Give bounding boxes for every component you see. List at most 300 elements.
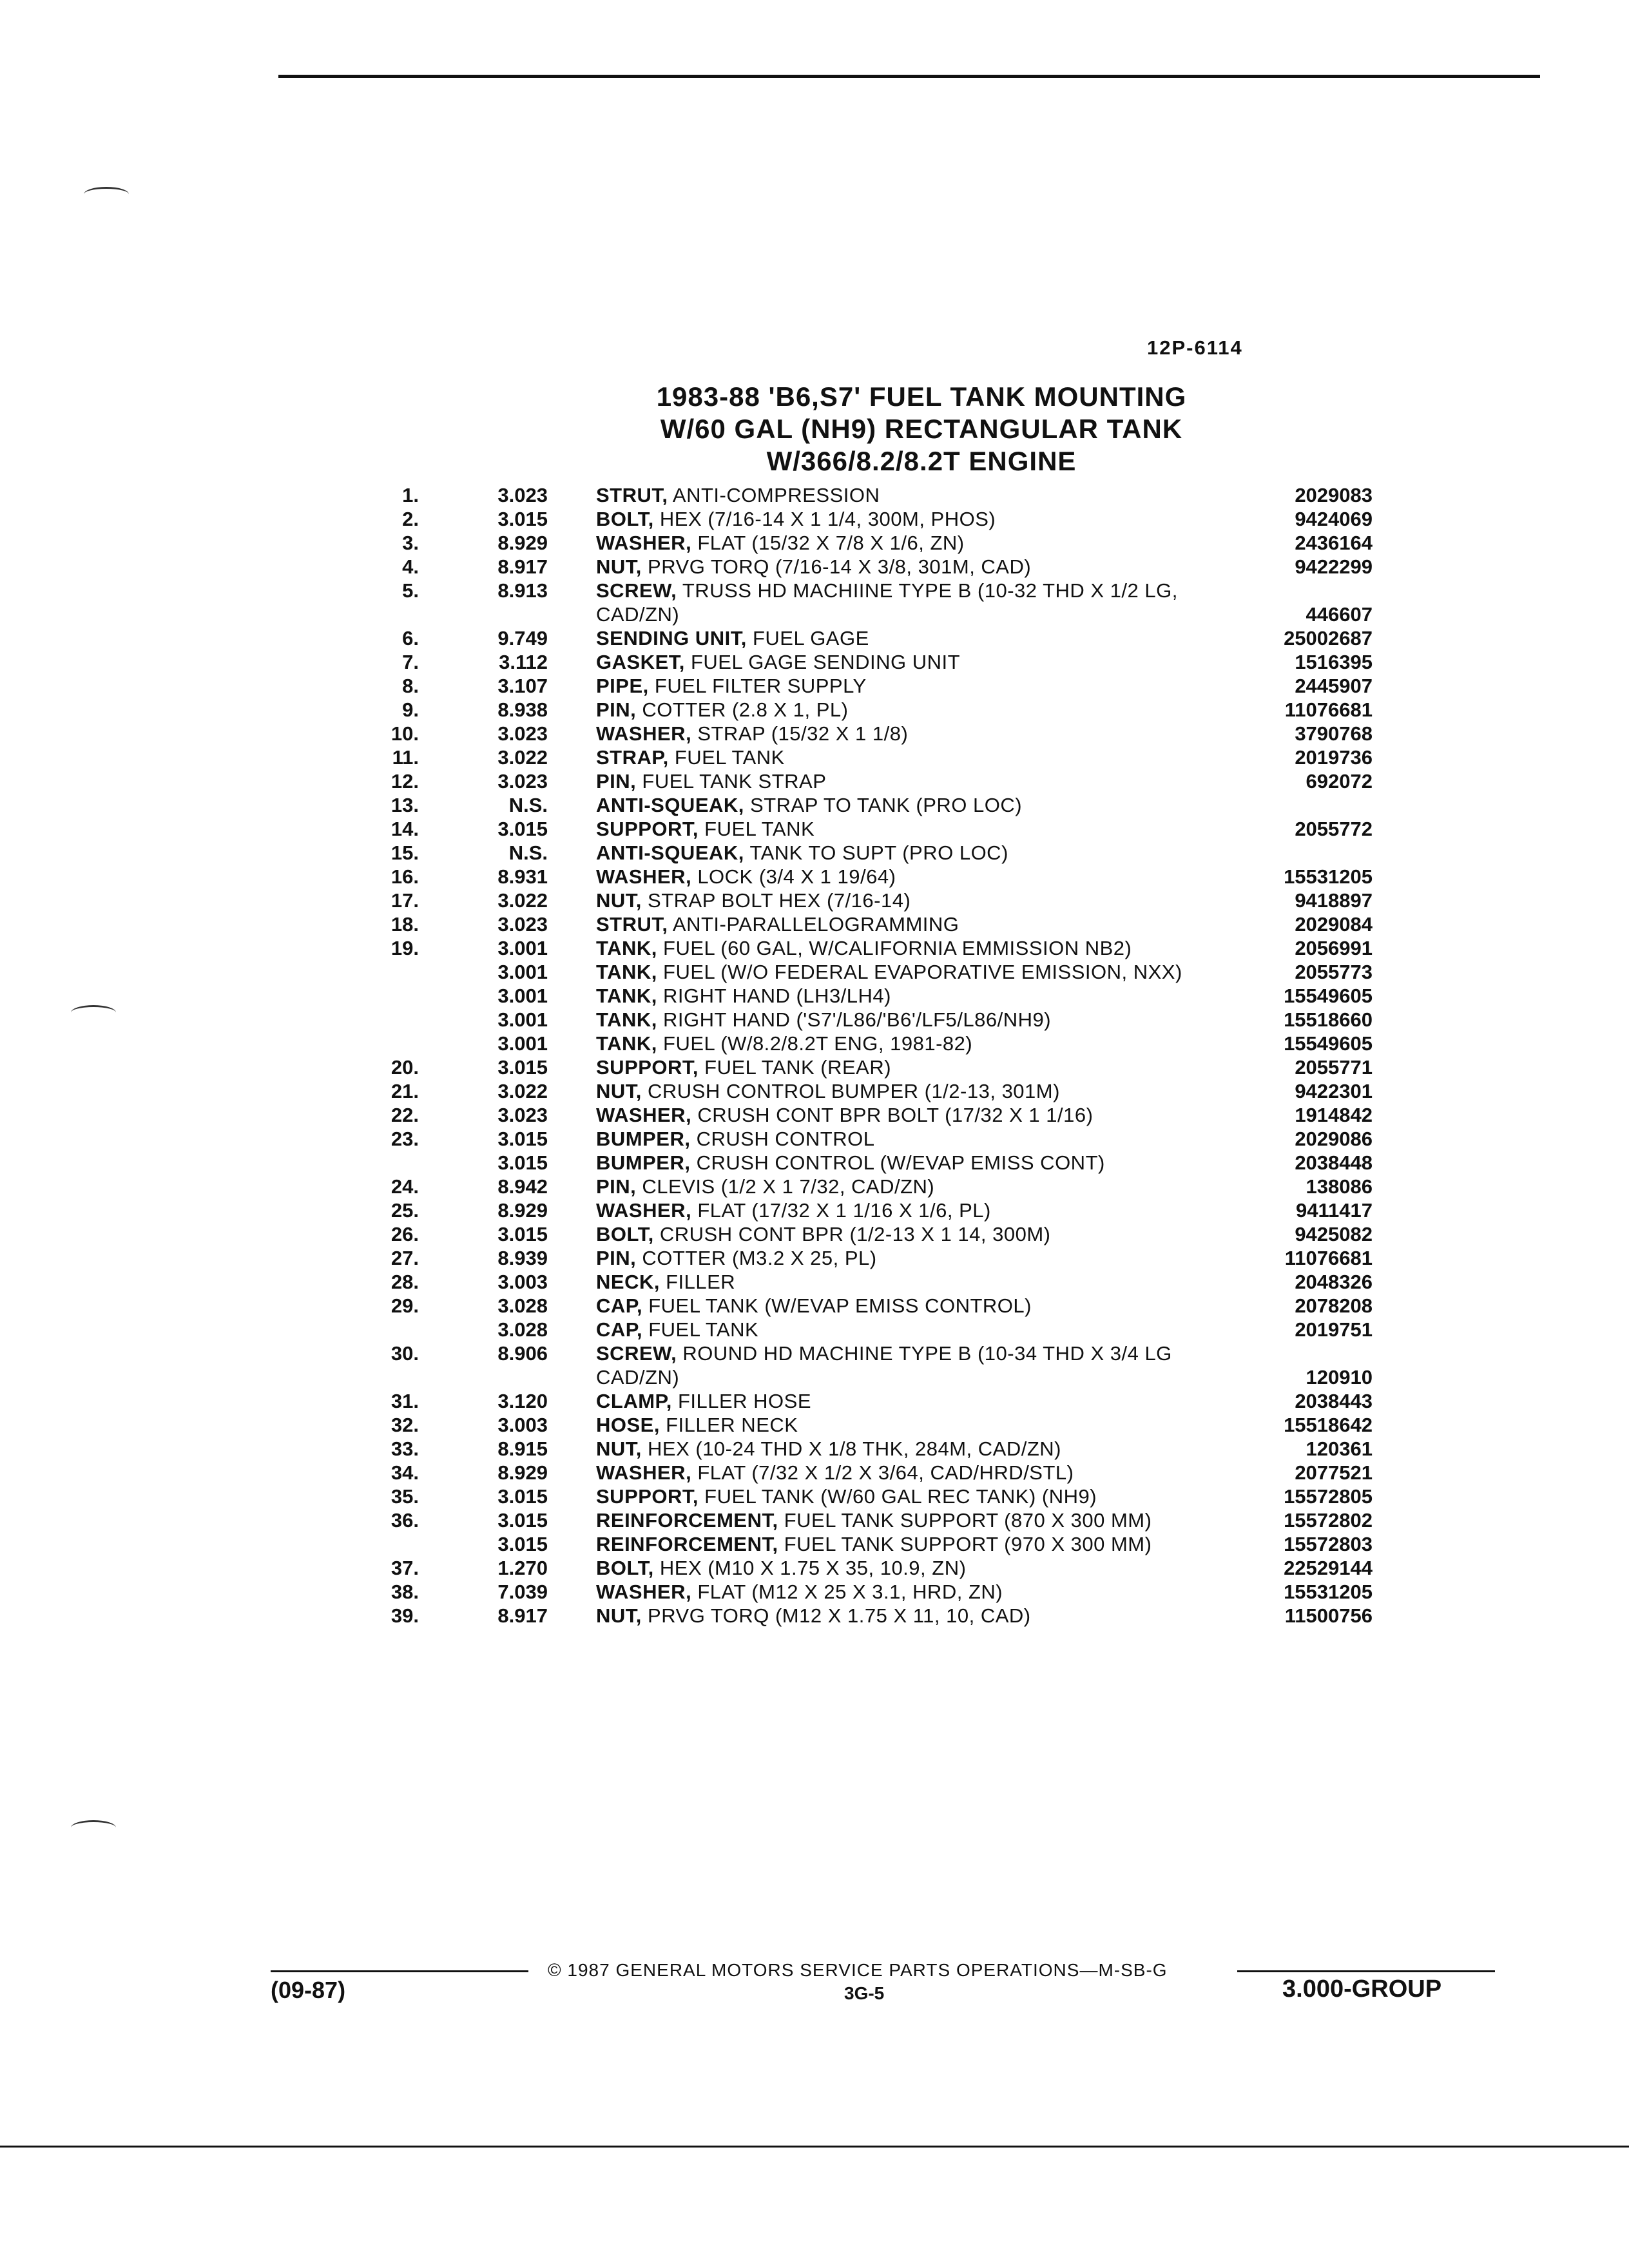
part-row [361, 1222, 1392, 1246]
part-number: 446607 [1306, 603, 1373, 626]
part-name: NUT, [596, 889, 642, 912]
part-name: STRUT, [596, 913, 668, 936]
part-number: 15531205 [1284, 1581, 1373, 1603]
item-number: 17. [390, 889, 419, 912]
part-number: 15518660 [1284, 1008, 1373, 1031]
part-row [361, 1389, 1392, 1413]
part-description [596, 1222, 1240, 1246]
group-number: 8.939 [497, 1247, 548, 1269]
part-row [361, 841, 1392, 865]
part-description [596, 817, 1240, 841]
item-number: 25. [390, 1199, 419, 1222]
part-number: 9425082 [1295, 1223, 1373, 1245]
item-number: 13. [390, 794, 419, 816]
part-description [596, 865, 1240, 889]
part-detail: PRVG TORQ (M12 X 1.75 X 11, 10, CAD) [648, 1604, 1031, 1627]
part-row [361, 889, 1392, 912]
part-name: WASHER, [596, 865, 692, 888]
group-number: 3.015 [497, 1056, 548, 1079]
item-number: 6. [402, 627, 419, 649]
part-detail: FUEL TANK (REAR) [704, 1056, 892, 1079]
part-row [361, 912, 1392, 936]
part-name: HOSE, [596, 1414, 660, 1436]
part-description [596, 936, 1240, 960]
part-row [361, 722, 1392, 745]
item-number: 4. [402, 555, 419, 578]
part-description [596, 1413, 1240, 1437]
item-number: 12. [390, 770, 419, 793]
part-description [596, 769, 1240, 793]
part-detail: ANTI-PARALLELOGRAMMING [672, 913, 959, 936]
part-description [596, 1032, 1240, 1055]
part-row [361, 1079, 1392, 1103]
part-row [361, 1341, 1392, 1389]
part-detail: FUEL TANK (W/EVAP EMISS CONTROL) [648, 1294, 1032, 1317]
part-name: TANK, [596, 1032, 657, 1055]
group-number: 3.107 [497, 675, 548, 697]
part-row [361, 960, 1392, 984]
group-number: 3.001 [497, 985, 548, 1007]
part-description [596, 1532, 1240, 1556]
part-description [596, 1508, 1240, 1532]
part-detail: FILLER [666, 1271, 736, 1293]
part-name: BOLT, [596, 1557, 654, 1579]
group-number: 3.015 [497, 1533, 548, 1555]
item-number: 20. [390, 1056, 419, 1079]
item-number: 2. [402, 508, 419, 530]
parts-list [361, 483, 1392, 1628]
part-detail: FUEL TANK (W/60 GAL REC TANK) (NH9) [704, 1485, 1097, 1508]
part-row [361, 1604, 1392, 1628]
part-name: NUT, [596, 555, 642, 578]
part-number: 15549605 [1284, 1032, 1373, 1055]
part-detail: FUEL TANK [674, 746, 785, 769]
part-number: 15549605 [1284, 985, 1373, 1007]
part-detail: TANK TO SUPT (PRO LOC) [749, 841, 1008, 864]
item-number: 29. [390, 1294, 419, 1317]
item-number: 3. [402, 532, 419, 554]
part-description [596, 698, 1240, 722]
part-row [361, 1485, 1392, 1508]
part-name: TANK, [596, 1008, 657, 1031]
part-row [361, 626, 1392, 650]
part-row [361, 1175, 1392, 1198]
group-number: 8.938 [497, 698, 548, 721]
group-number: 9.749 [497, 627, 548, 649]
group-number: 8.913 [497, 579, 548, 602]
part-detail: FUEL TANK STRAP [642, 770, 827, 793]
group-number: 3.001 [497, 1032, 548, 1055]
part-number: 15572803 [1284, 1533, 1373, 1555]
part-description [596, 889, 1240, 912]
part-name: STRAP, [596, 746, 669, 769]
group-number: 3.001 [497, 1008, 548, 1031]
group-number: 8.917 [497, 555, 548, 578]
part-name: NUT, [596, 1604, 642, 1627]
part-name: SUPPORT, [596, 1485, 699, 1508]
page-title-line-2: W/60 GAL (NH9) RECTANGULAR TANK [660, 414, 1183, 444]
group-number: N.S. [508, 841, 548, 864]
part-detail: FUEL TANK [648, 1318, 759, 1341]
item-number: 28. [390, 1271, 419, 1293]
part-detail: FLAT (M12 X 25 X 3.1, HRD, ZN) [697, 1581, 1003, 1603]
part-row [361, 698, 1392, 722]
group-number: 3.028 [497, 1318, 548, 1341]
part-description [596, 1341, 1240, 1389]
part-number: 2055771 [1295, 1056, 1373, 1079]
item-number: 14. [390, 818, 419, 840]
part-number: 2038448 [1295, 1151, 1373, 1174]
part-detail: RIGHT HAND ('S7'/L86/'B6'/LF5/L86/NH9) [663, 1008, 1052, 1031]
part-row [361, 507, 1392, 531]
part-description [596, 555, 1240, 579]
part-row [361, 1461, 1392, 1485]
group-number: 3.028 [497, 1294, 548, 1317]
part-number: 11076681 [1284, 1247, 1373, 1269]
footer-rule-left [271, 1970, 528, 1972]
group-number: 1.270 [497, 1557, 548, 1579]
group-number: 3.023 [497, 484, 548, 506]
group-number: 3.022 [497, 1080, 548, 1102]
part-number: 2019736 [1295, 746, 1373, 769]
part-number: 1516395 [1295, 651, 1373, 673]
part-row [361, 1127, 1392, 1151]
part-name: CAP, [596, 1294, 643, 1317]
part-number: 9411417 [1296, 1199, 1373, 1222]
item-number: 34. [390, 1461, 419, 1484]
part-row [361, 1103, 1392, 1127]
page-title-line-3: W/366/8.2/8.2T ENGINE [766, 446, 1077, 476]
part-number: 2436164 [1295, 532, 1373, 554]
part-row [361, 1413, 1392, 1437]
part-number: 120361 [1306, 1437, 1373, 1460]
part-description [596, 1198, 1240, 1222]
part-description [596, 1556, 1240, 1580]
part-name: BOLT, [596, 1223, 654, 1245]
part-number: 2048326 [1295, 1271, 1373, 1293]
part-detail: COTTER (2.8 X 1, PL) [642, 698, 849, 721]
group-number: 3.022 [497, 889, 548, 912]
part-description [596, 912, 1240, 936]
part-row [361, 1198, 1392, 1222]
part-description [596, 984, 1240, 1008]
item-number: 35. [390, 1485, 419, 1508]
item-number: 30. [390, 1342, 419, 1365]
item-number: 37. [390, 1557, 419, 1579]
group-number: N.S. [508, 794, 548, 816]
group-number: 3.023 [497, 913, 548, 936]
part-row [361, 1008, 1392, 1032]
document-number: 12P-6114 [1147, 336, 1243, 359]
part-number: 1914842 [1295, 1104, 1373, 1126]
part-detail: ROUND HD MACHINE TYPE B (10-34 THD X 3/4 LG CAD/ZN) [596, 1342, 1172, 1389]
part-number: 2038443 [1295, 1390, 1373, 1412]
part-detail: HEX (7/16-14 X 1 1/4, 300M, PHOS) [659, 508, 996, 530]
part-number: 2029083 [1295, 484, 1373, 506]
part-name: NECK, [596, 1271, 660, 1293]
group-number: 3.015 [497, 508, 548, 530]
part-detail: RIGHT HAND (LH3/LH4) [663, 985, 891, 1007]
part-name: SUPPORT, [596, 1056, 699, 1079]
part-detail: CRUSH CONTROL [696, 1128, 875, 1150]
part-description [596, 1246, 1240, 1270]
item-number: 21. [390, 1080, 419, 1102]
part-number: 2029086 [1295, 1128, 1373, 1150]
part-number: 22529144 [1284, 1557, 1373, 1579]
item-number: 10. [390, 722, 419, 745]
part-row [361, 1055, 1392, 1079]
punch-mark [71, 1005, 116, 1020]
part-description [596, 1485, 1240, 1508]
part-number: 15572805 [1284, 1485, 1373, 1508]
part-detail: PRVG TORQ (7/16-14 X 3/8, 301M, CAD) [648, 555, 1032, 578]
group-number: 3.023 [497, 722, 548, 745]
part-detail: CRUSH CONT BPR (1/2-13 X 1 14, 300M) [659, 1223, 1051, 1245]
part-name: BUMPER, [596, 1151, 691, 1174]
part-number: 2077521 [1295, 1461, 1373, 1484]
group-number: 8.929 [497, 1199, 548, 1222]
part-detail: FUEL (W/O FEDERAL EVAPORATIVE EMISSION, NXX) [663, 961, 1182, 983]
part-detail: FUEL TANK SUPPORT (970 X 300 MM) [784, 1533, 1152, 1555]
footer-copyright: © 1987 GENERAL MOTORS SERVICE PARTS OPERATIONS—M-SB-G [548, 1960, 1168, 1980]
part-name: WASHER, [596, 1461, 692, 1484]
part-description [596, 1318, 1240, 1341]
part-name: WASHER, [596, 1199, 692, 1222]
part-description [596, 722, 1240, 745]
part-row [361, 769, 1392, 793]
item-number: 23. [390, 1128, 419, 1150]
group-number: 3.015 [497, 1128, 548, 1150]
item-number: 39. [390, 1604, 419, 1627]
item-number: 38. [390, 1581, 419, 1603]
part-name: PIN, [596, 770, 637, 793]
part-description [596, 793, 1240, 817]
item-number: 7. [402, 651, 419, 673]
part-number: 2019751 [1295, 1318, 1373, 1341]
part-description [596, 1604, 1240, 1628]
footer-group: 3.000-GROUP [1282, 1975, 1442, 2003]
footer-page-number: 3G-5 [844, 1983, 885, 2003]
part-description [596, 579, 1240, 626]
part-number: 2055772 [1295, 818, 1373, 840]
part-number: 2055773 [1295, 961, 1373, 983]
part-row [361, 579, 1392, 626]
item-number: 9. [402, 698, 419, 721]
part-name: PIPE, [596, 675, 649, 697]
part-description [596, 1103, 1240, 1127]
group-number: 8.917 [497, 1604, 548, 1627]
part-name: PIN, [596, 1247, 637, 1269]
part-description [596, 1270, 1240, 1294]
item-number: 18. [390, 913, 419, 936]
part-name: CLAMP, [596, 1390, 672, 1412]
part-row [361, 936, 1392, 960]
part-detail: FUEL GAGE SENDING UNIT [690, 651, 961, 673]
item-number: 15. [390, 841, 419, 864]
group-number: 3.015 [497, 818, 548, 840]
part-detail: FLAT (17/32 X 1 1/16 X 1/6, PL) [697, 1199, 991, 1222]
part-description [596, 1079, 1240, 1103]
group-number: 3.015 [497, 1151, 548, 1174]
part-number: 15518642 [1284, 1414, 1373, 1436]
part-description [596, 1151, 1240, 1175]
part-name: SENDING UNIT, [596, 627, 747, 649]
part-detail: FLAT (15/32 X 7/8 X 1/6, ZN) [697, 532, 965, 554]
item-number: 33. [390, 1437, 419, 1460]
part-detail: FUEL (60 GAL, W/CALIFORNIA EMMISSION NB2) [663, 937, 1132, 959]
part-number: 692072 [1306, 770, 1373, 793]
part-number: 11500756 [1284, 1604, 1373, 1627]
part-description [596, 1389, 1240, 1413]
part-name: PIN, [596, 698, 637, 721]
part-detail: FILLER HOSE [677, 1390, 812, 1412]
part-row [361, 1246, 1392, 1270]
part-row [361, 1508, 1392, 1532]
part-name: ANTI-SQUEAK, [596, 794, 744, 816]
part-detail: ANTI-COMPRESSION [672, 484, 880, 506]
item-number: 24. [390, 1175, 419, 1198]
part-detail: TRUSS HD MACHIINE TYPE B (10-32 THD X 1/2 LG, CAD/ZN) [596, 579, 1178, 626]
part-detail: FUEL TANK SUPPORT (870 X 300 MM) [784, 1509, 1152, 1532]
part-name: CAP, [596, 1318, 643, 1341]
part-detail: CLEVIS (1/2 X 1 7/32, CAD/ZN) [642, 1175, 935, 1198]
part-number: 11076681 [1284, 698, 1373, 721]
part-number: 15531205 [1284, 865, 1373, 888]
part-number: 15572802 [1284, 1509, 1373, 1532]
part-row [361, 1532, 1392, 1556]
part-description [596, 1461, 1240, 1485]
part-number: 2029084 [1295, 913, 1373, 936]
part-row [361, 483, 1392, 507]
item-number: 16. [390, 865, 419, 888]
part-name: TANK, [596, 961, 657, 983]
group-number: 3.022 [497, 746, 548, 769]
part-name: WASHER, [596, 1104, 692, 1126]
item-number: 26. [390, 1223, 419, 1245]
part-description [596, 1580, 1240, 1604]
group-number: 3.001 [497, 937, 548, 959]
part-description [596, 1008, 1240, 1032]
group-number: 3.023 [497, 1104, 548, 1126]
group-number: 7.039 [497, 1581, 548, 1603]
part-name: STRUT, [596, 484, 668, 506]
part-name: REINFORCEMENT, [596, 1509, 778, 1532]
item-number: 31. [390, 1390, 419, 1412]
part-number: 9422299 [1295, 555, 1373, 578]
part-detail: STRAP (15/32 X 1 1/8) [697, 722, 909, 745]
item-number: 19. [390, 937, 419, 959]
item-number: 11. [392, 746, 419, 769]
item-number: 32. [390, 1414, 419, 1436]
part-row [361, 1437, 1392, 1461]
part-name: WASHER, [596, 722, 692, 745]
part-row [361, 1294, 1392, 1318]
part-description [596, 960, 1240, 984]
part-detail: CRUSH CONT BPR BOLT (17/32 X 1 1/16) [697, 1104, 1094, 1126]
item-number: 22. [390, 1104, 419, 1126]
part-number: 25002687 [1284, 627, 1373, 649]
part-detail: CRUSH CONTROL (W/EVAP EMISS CONT) [696, 1151, 1105, 1174]
part-number: 2445907 [1295, 675, 1373, 697]
part-row [361, 531, 1392, 555]
group-number: 3.015 [497, 1223, 548, 1245]
group-number: 8.915 [497, 1437, 548, 1460]
part-detail: FUEL GAGE [752, 627, 869, 649]
part-row [361, 674, 1392, 698]
part-row [361, 1556, 1392, 1580]
part-detail: FUEL FILTER SUPPLY [654, 675, 867, 697]
part-description [596, 1294, 1240, 1318]
part-detail: STRAP TO TANK (PRO LOC) [750, 794, 1023, 816]
part-description [596, 674, 1240, 698]
part-row [361, 745, 1392, 769]
part-detail: STRAP BOLT HEX (7/16-14) [648, 889, 911, 912]
punch-mark [71, 1820, 116, 1835]
item-number: 1. [402, 484, 419, 506]
part-detail: FUEL (W/8.2/8.2T ENG, 1981-82) [663, 1032, 973, 1055]
group-number: 8.929 [497, 1461, 548, 1484]
part-row [361, 817, 1392, 841]
part-description [596, 531, 1240, 555]
group-number: 3.015 [497, 1509, 548, 1532]
group-number: 3.112 [499, 651, 548, 673]
part-row [361, 1151, 1392, 1175]
bottom-rule [0, 2146, 1629, 2148]
group-number: 3.001 [497, 961, 548, 983]
part-detail: LOCK (3/4 X 1 19/64) [697, 865, 896, 888]
part-row [361, 984, 1392, 1008]
part-name: ANTI-SQUEAK, [596, 841, 744, 864]
part-detail: HEX (10-24 THD X 1/8 THK, 284M, CAD/ZN) [648, 1437, 1061, 1460]
part-description [596, 650, 1240, 674]
part-name: SCREW, [596, 579, 677, 602]
part-row [361, 865, 1392, 889]
part-number: 120910 [1306, 1366, 1373, 1389]
part-number: 138086 [1306, 1175, 1373, 1198]
part-row [361, 555, 1392, 579]
part-detail: FLAT (7/32 X 1/2 X 3/64, CAD/HRD/STL) [697, 1461, 1074, 1484]
part-description [596, 483, 1240, 507]
part-row [361, 1318, 1392, 1341]
part-name: TANK, [596, 985, 657, 1007]
part-name: PIN, [596, 1175, 637, 1198]
part-detail: CRUSH CONTROL BUMPER (1/2-13, 301M) [648, 1080, 1060, 1102]
part-number: 9418897 [1295, 889, 1373, 912]
group-number: 8.929 [497, 532, 548, 554]
part-name: TANK, [596, 937, 657, 959]
part-description [596, 507, 1240, 531]
part-description [596, 1437, 1240, 1461]
part-detail: FUEL TANK [704, 818, 815, 840]
part-row [361, 1032, 1392, 1055]
page-title-line-1: 1983-88 'B6,S7' FUEL TANK MOUNTING [656, 381, 1187, 412]
item-number: 36. [390, 1509, 419, 1532]
group-number: 8.931 [497, 865, 548, 888]
part-description [596, 745, 1240, 769]
group-number: 8.906 [497, 1342, 548, 1365]
part-number: 2056991 [1295, 937, 1373, 959]
punch-mark [84, 187, 129, 202]
part-row [361, 650, 1392, 674]
part-number: 2078208 [1295, 1294, 1373, 1317]
item-number: 5. [402, 579, 419, 602]
part-name: SUPPORT, [596, 818, 699, 840]
group-number: 3.015 [497, 1485, 548, 1508]
part-name: NUT, [596, 1437, 642, 1460]
item-number: 8. [402, 675, 419, 697]
part-row [361, 793, 1392, 817]
item-number: 27. [390, 1247, 419, 1269]
